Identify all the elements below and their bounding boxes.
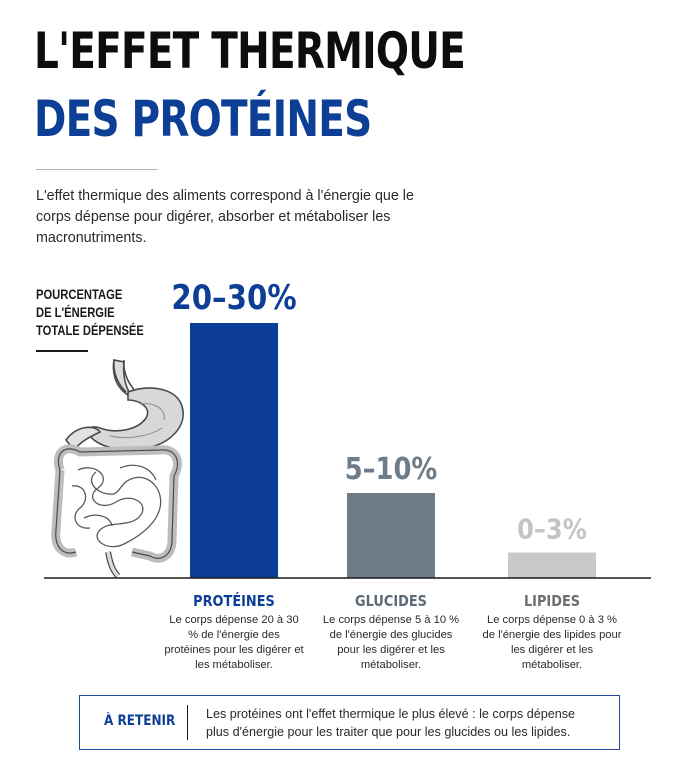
category-label-1: GLUCIDES [355,592,427,610]
takeaway-box [79,695,620,750]
intro-paragraph: L'effet thermique des aliments correspond à l'énergie que le corps dépense pour digérer, absorber et métaboliser les macronutriments. [36,188,414,246]
value-label-0: 20–30% [171,278,297,318]
title-line-1: L'EFFET THERMIQUE [34,22,465,80]
digestive-system-icon [56,360,183,576]
category-label-0: PROTÉINES [193,592,275,610]
title-line-2: DES PROTÉINES [34,90,372,148]
value-label-2: 0–3% [517,513,587,547]
takeaway-text: Les protéines ont l'effet thermique le plus élevé : le corps dépense plus d'énergie pour les traiter que pour les glucides ou les lipides. [206,707,576,739]
takeaway-separator [187,705,188,740]
category-description-0: Le corps dépense 20 à 30 % de l'énergie des protéines pour les digérer et les métaboliser. [164,614,304,671]
value-label-1: 5–10% [344,451,438,487]
category-description-2: Le corps dépense 0 à 3 % de l'énergie des lipides pour les digérer et les métaboliser. [482,614,622,671]
bar-0 [190,323,278,578]
takeaway-label: À RETENIR [104,713,176,729]
bar-2 [508,553,596,579]
bar-1 [347,493,435,578]
category-label-2: LIPIDES [523,592,581,610]
category-description-1: Le corps dépense 5 à 10 % de l'énergie des glucides pour les digérer et les métaboliser. [322,614,460,671]
y-axis-label: POURCENTAGE DE L'ÉNERGIE TOTALE DÉPENSÉE [36,286,144,338]
